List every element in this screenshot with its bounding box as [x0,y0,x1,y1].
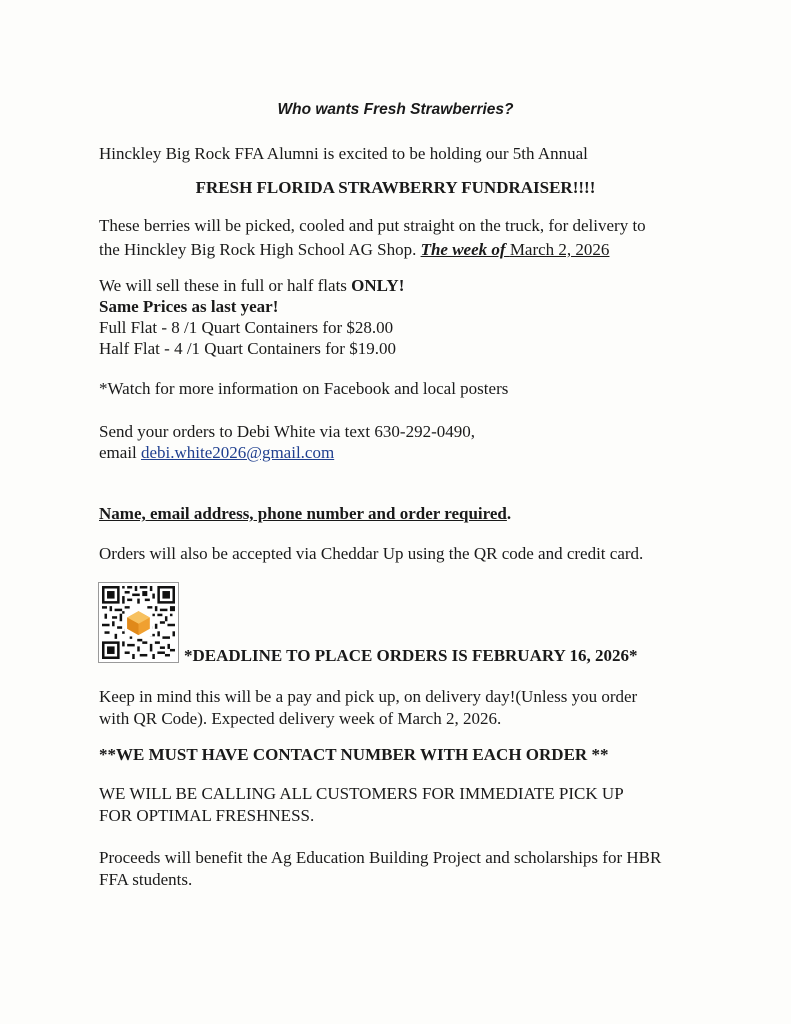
calling-notice-1: WE WILL BE CALLING ALL CUSTOMERS FOR IMMEDIATE PICK UP [99,784,624,803]
required-line [99,503,511,524]
delivery-line-2 [99,239,609,260]
send-orders: Send your orders to Debi White via text 630-292-0490, [99,422,475,441]
required-text: Name, email address, phone number and order required [99,504,507,523]
qr-code[interactable] [98,582,179,663]
contact-number-notice: **WE MUST HAVE CONTACT NUMBER WITH EACH ORDER ** [99,745,609,764]
pickup-line-1: Keep in mind this will be a pay and pick up, on delivery day!(Unless you order [99,687,638,706]
email-line [99,442,334,463]
same-prices: Same Prices as last year! [99,297,279,316]
sell-line [99,275,404,296]
delivery-line-2-text: the Hinckley Big Rock High School AG Shop. [99,240,421,259]
calling-notice-2: FOR OPTIMAL FRESHNESS. [99,806,315,825]
proceeds-line-1: Proceeds will benefit the Ag Education Building Project and scholarships for HBR [99,848,662,867]
sell-only: ONLY! [351,276,405,295]
sell-text: We will sell these in full or half flats [99,276,352,295]
full-flat-price: Full Flat - 8 /1 Quart Containers for $28.00 [99,318,394,337]
pickup-line-2: with QR Code). Expected delivery week of March 2, 2026. [99,709,502,728]
email-label: email [99,443,142,462]
fundraiser-headline: FRESH FLORIDA STRAWBERRY FUNDRAISER!!!! [195,178,596,197]
required-period: . [506,504,512,523]
watch-info: *Watch for more information on Facebook and local posters [99,379,509,398]
week-of-label: The week of [420,240,510,259]
delivery-date: March 2, 2026 [509,240,610,259]
delivery-line-1: These berries will be picked, cooled and put straight on the truck, for delivery to [99,216,646,235]
half-flat-price: Half Flat - 4 /1 Quart Containers for $19.00 [99,339,396,358]
order-deadline: *DEADLINE TO PLACE ORDERS IS FEBRUARY 16, 2026* [184,646,638,665]
qr-code-icon [102,586,175,659]
page-title: Who wants Fresh Strawberries? [277,101,514,118]
intro-line: Hinckley Big Rock FFA Alumni is excited to be holding our 5th Annual [99,144,588,163]
cheddar-line: Orders will also be accepted via Cheddar Up using the QR code and credit card. [99,544,644,563]
proceeds-line-2: FFA students. [99,870,193,889]
email-link[interactable]: debi.white2026@gmail.com [141,443,335,462]
